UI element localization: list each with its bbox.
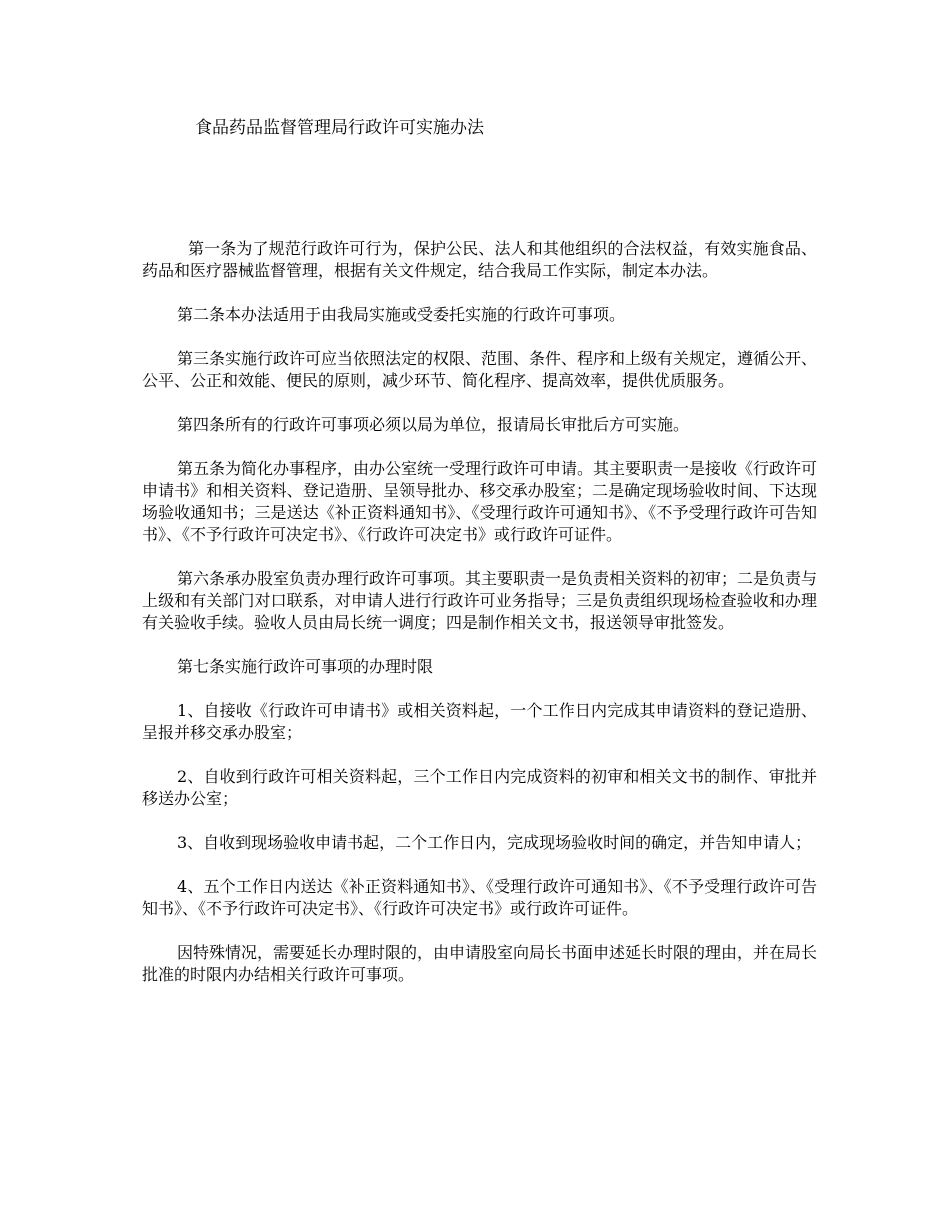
document-title: 食品药品监督管理局行政许可实施办法 (195, 118, 484, 138)
time-limit-item-3: 3、自收到现场验收申请书起，二个工作日内，完成现场验收时间的确定，并告知申请人； (177, 833, 812, 852)
document-body (142, 238, 817, 1008)
article-4-paragraph: 第四条所有的行政许可事项必须以局为单位，报请局长审批后方可实施。 (177, 415, 690, 434)
extension-paragraph: 因特殊情况，需要延长办理时限的，由申请股室向局长书面申述延长时限的理由，并在局长批准的时限内办结相关行政许可事项。 (142, 943, 818, 984)
time-limit-item-1: 1、自接收《行政许可申请书》或相关资料起，一个工作日内完成其申请资料的登记造册、呈报并移交承办股室； (142, 701, 817, 742)
time-limit-item-2: 2、自收到行政许可相关资料起，三个工作日内完成资料的初审和相关文书的制作、审批并移送办公室； (142, 767, 817, 808)
article-6-paragraph: 第六条承办股室负责办理行政许可事项。其主要职责一是负责相关资料的初审；二是负责与上级和有关部门对口联系，对申请人进行行政许可业务指导；三是负责组织现场检查验收和办理有关验收手续。验收人员由局长统一调度；四是制作相关文书，报送领导审批签发。 (142, 569, 818, 632)
article-7-heading: 第七条实施行政许可事项的办理时限 (177, 657, 434, 676)
time-limit-item-4: 4、五个工作日内送达《补正资料通知书》、《受理行政许可通知书》、《不予受理行政许可告知书》、《不予行政许可决定书》、《行政许可决定书》或行政许可证件。 (142, 877, 817, 918)
article-2-paragraph: 第二条本办法适用于由我局实施或受委托实施的行政许可事项。 (177, 305, 626, 324)
article-3-paragraph: 第三条实施行政许可应当依照法定的权限、范围、条件、程序和上级有关规定，遵循公开、公平、公正和效能、便民的原则，减少环节、简化程序、提高效率，提供优质服务。 (142, 349, 818, 390)
article-1-paragraph: 第一条为了规范行政许可行为，保护公民、法人和其他组织的合法权益，有效实施食品、药品和医疗器械监督管理，根据有关文件规定，结合我局工作实际，制定本办法。 (142, 239, 817, 280)
article-5-paragraph: 第五条为简化办事程序，由办公室统一受理行政许可申请。其主要职责一是接收《行政许可申请书》和相关资料、登记造册、呈领导批办、移交承办股室；二是确定现场验收时间、下达现场验收通知书；三是送达《补正资料通知书》、《受理行政许可通知书》、《不予受理行政许可告知书》、《不予行政许可决定书》、《行政许可决定书》或行政许可证件。 (142, 459, 818, 544)
